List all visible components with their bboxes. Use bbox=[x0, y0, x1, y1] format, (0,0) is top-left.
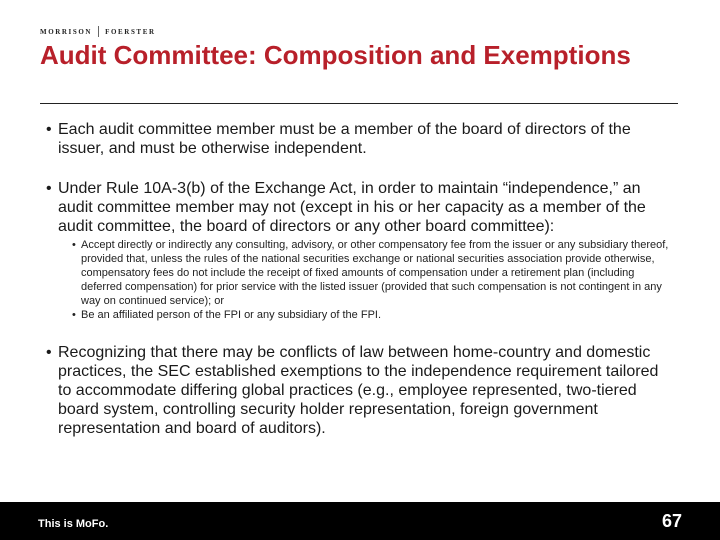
title-underline bbox=[40, 103, 678, 104]
sub-bullet-text: Be an affiliated person of the FPI or any subsidiary of the FPI. bbox=[81, 309, 382, 321]
bullet-text: Recognizing that there may be conflicts of law between home-country and domestic practices, the SEC established exemptions to the independence requirement tailored to accommodate differing global practices (e.g., employee represented, two-tiered board system, controlling security holder representation, foreign government representation and board of auditors). bbox=[58, 344, 659, 437]
page-number: 67 bbox=[661, 511, 682, 531]
bullet-dot-icon: • bbox=[46, 121, 52, 138]
bullet-item bbox=[44, 120, 674, 158]
logo-right-text: FOERSTER bbox=[105, 27, 156, 36]
bullet-text: Under Rule 10A-3(b) of the Exchange Act, in order to maintain “independence,” an audit committee member may not (except in his or her capacity as a member of the audit committee, the board of directors or any other board committee): bbox=[58, 180, 646, 235]
sub-bullet-dot-icon: • bbox=[72, 309, 76, 321]
slide-content bbox=[44, 120, 674, 438]
bullet-dot-icon: • bbox=[46, 180, 52, 197]
footer-tagline: This is MoFo. bbox=[38, 518, 109, 530]
sub-bullet-text: Accept directly or indirectly any consulting, advisory, or other compensatory fee from the issuer or any subsidiary thereof, provided that, unless the rules of the national securities exchange or national securities association provide otherwise, compensatory fees do not include the receipt of fixed amounts of compensation under a retirement plan (including deferred compensation) for prior service with the listed issuer (provided that such compensation is not contingent in any way on continued service); or bbox=[81, 239, 669, 307]
slide-title: Audit Committee: Composition and Exemptions bbox=[40, 40, 631, 70]
bullet-item bbox=[44, 179, 674, 236]
bullet-text: Each audit committee member must be a member of the board of directors of the issuer, and must be otherwise independent. bbox=[58, 121, 631, 157]
sub-bullet-item bbox=[44, 308, 674, 322]
bullet-dot-icon: • bbox=[46, 344, 52, 361]
sub-bullet-dot-icon: • bbox=[72, 239, 76, 251]
logo-divider bbox=[98, 26, 99, 37]
sub-bullet-item bbox=[44, 238, 674, 308]
logo-left-text: MORRISON bbox=[40, 27, 93, 36]
footer-bar bbox=[0, 502, 720, 540]
bullet-item bbox=[44, 343, 674, 438]
firm-logo bbox=[40, 26, 156, 37]
